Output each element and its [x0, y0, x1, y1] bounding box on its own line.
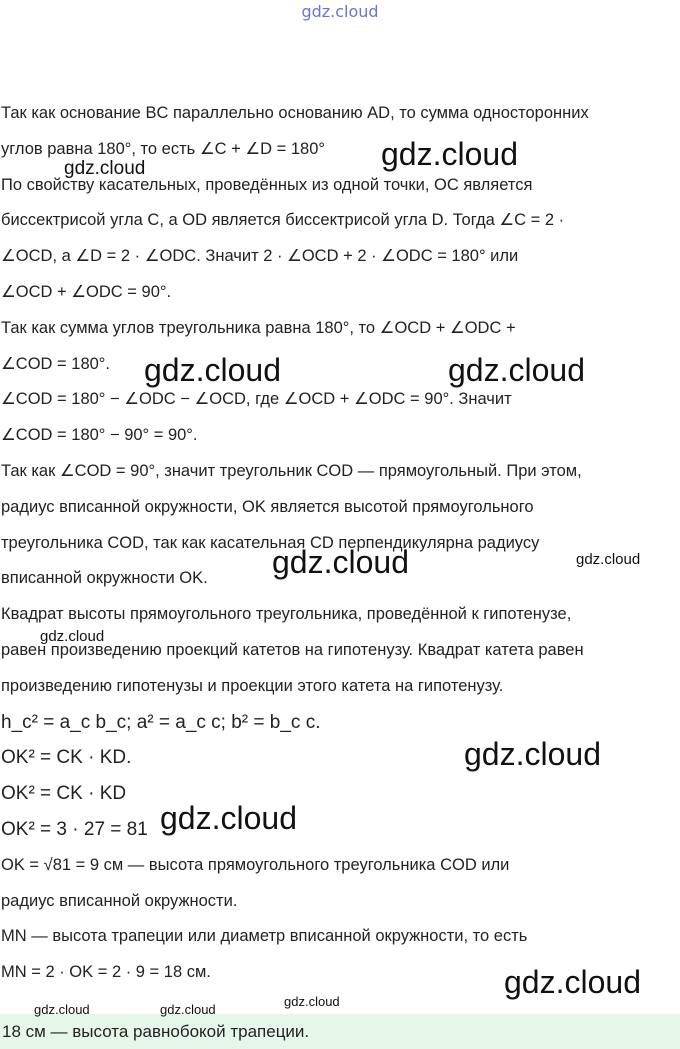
text-line-16: равен произведению проекций катетов на гипотенузу. Квадрат катета равен: [1, 640, 584, 659]
answer-box: [0, 1014, 680, 1049]
formula-line-3: OK² = CK · KD: [1, 783, 127, 805]
watermark: gdz.cloud: [160, 800, 297, 836]
watermark: gdz.cloud: [381, 136, 518, 172]
answer-text: 18 см — высота равнобокой трапеции.: [2, 1022, 310, 1041]
text-line-4: биссектрисой угла C, а OD является биссектрисой угла D. Тогда ∠C = 2 ·: [1, 211, 565, 230]
text-line-22: OK = √81 = 9 см — высота прямоугольного треугольника COD или: [1, 855, 510, 874]
text-line-12: радиус вписанной окружности, OK является высотой прямоугольного: [1, 497, 534, 516]
text-line-7: Так как сумма углов треугольника равна 180°, то ∠OCD + ∠ODC +: [1, 318, 516, 337]
text-line-17: произведению гипотенузы и проекции этого катета на гипотенузу.: [1, 676, 504, 695]
text-line-23: радиус вписанной окружности.: [1, 891, 238, 910]
formula-line-4: OK² = 3 · 27 = 81: [1, 818, 148, 840]
watermark: gdz.cloud: [64, 158, 146, 179]
text-line-9: ∠COD = 180° − ∠ODC − ∠OCD, где ∠OCD + ∠ODC = 90°. Значит: [1, 390, 512, 409]
text-line-11: Так как ∠COD = 90°, значит треугольник COD — прямоугольный. При этом,: [1, 461, 582, 480]
watermark: gdz.cloud: [284, 994, 340, 1009]
text-line-5: ∠OCD, а ∠D = 2 · ∠ODC. Значит 2 · ∠OCD + 2 · ∠ODC = 180° или: [1, 247, 519, 266]
text-line-3: По свойству касательных, проведённых из одной точки, OC является: [1, 175, 533, 194]
text-line-13: треугольника COD, так как касательная CD перпендикулярна радиусу: [1, 533, 540, 552]
formula-line-1: h_c² = a_c b_c; a² = a_c c; b² = b_c c.: [1, 711, 321, 733]
watermark: gdz.cloud: [272, 544, 409, 580]
watermark: gdz.cloud: [504, 964, 641, 1000]
watermark: gdz.cloud: [576, 551, 641, 568]
text-line-10: ∠COD = 180° − 90° = 90°.: [1, 426, 198, 445]
text-line-15: Квадрат высоты прямоугольного треугольника, проведённой к гипотенузе,: [1, 605, 572, 624]
watermark: gdz.cloud: [40, 628, 105, 645]
watermark: gdz.cloud: [160, 1002, 216, 1017]
text-line-6: ∠OCD + ∠ODC = 90°.: [1, 282, 172, 301]
text-line-25: MN = 2 · OK = 2 · 9 = 18 см.: [1, 963, 211, 982]
site-logo[interactable]: gdz.cloud: [301, 2, 379, 21]
watermark: gdz.cloud: [464, 736, 601, 772]
text-line-14: вписанной окружности OK.: [1, 569, 208, 588]
watermark: gdz.cloud: [144, 352, 281, 388]
text-line-1: Так как основание BC параллельно основанию AD, то сумма односторонних: [1, 104, 589, 122]
text-line-8: ∠COD = 180°.: [1, 354, 110, 373]
formula-line-2: OK² = CK · KD.: [1, 747, 132, 769]
text-line-24: MN — высота трапеции или диаметр вписанной окружности, то есть: [1, 927, 528, 946]
text-line-2: углов равна 180°, то есть ∠C + ∠D = 180°: [1, 139, 325, 158]
watermark: gdz.cloud: [34, 1002, 90, 1017]
watermark: gdz.cloud: [448, 352, 585, 388]
